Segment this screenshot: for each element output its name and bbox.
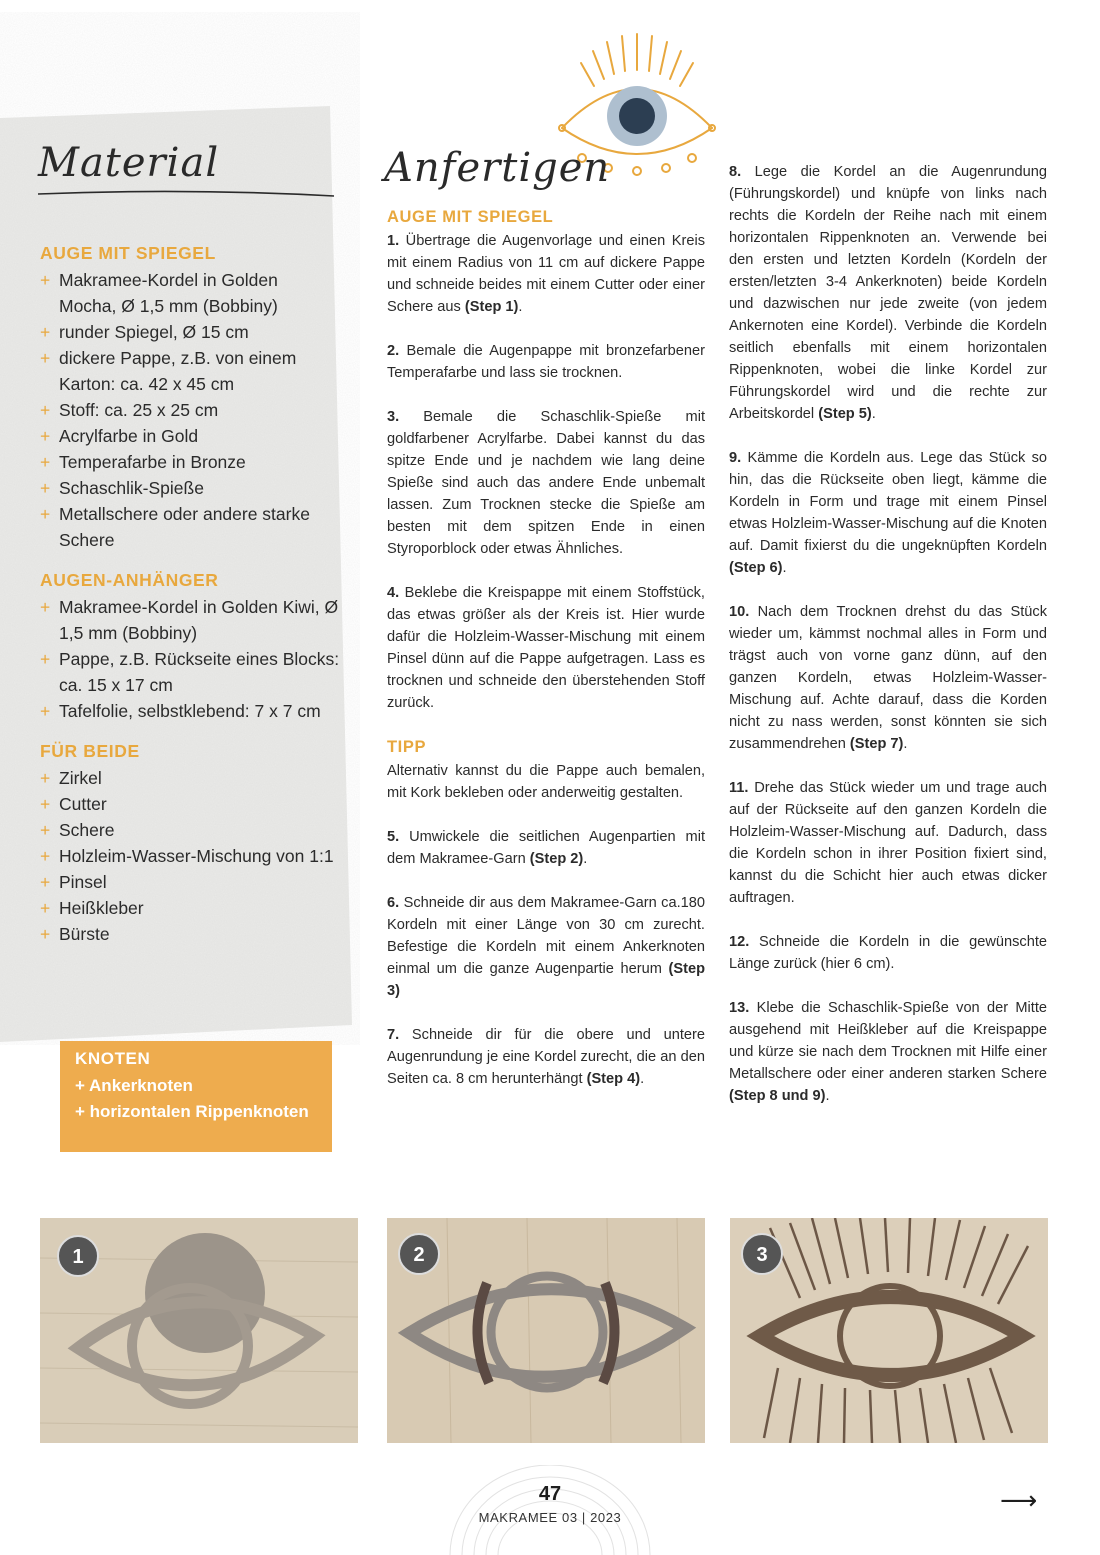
- step-paragraph: [387, 582, 705, 714]
- step-text: Bemale die Augenpappe mit bronzefarbener Temperafarbe und lass sie trocknen.: [387, 343, 705, 381]
- step-end: .: [640, 1071, 645, 1087]
- tipp-text: Alternativ kannst du die Pappe auch bemalen, mit Kork bekleben oder anderweitig gestalten.: [387, 763, 705, 801]
- anhaenger-list: [40, 594, 340, 724]
- step-number: 1.: [387, 233, 400, 249]
- step-number: 8.: [729, 164, 742, 180]
- list-item: + Stoff: ca. 25 x 25 cm: [40, 397, 340, 423]
- step-paragraph: [387, 892, 705, 1002]
- step-text: Schneide dir für die obere und untere Augenrundung je eine Kordel zurecht, die an den Seiten ca. 8 cm herunterhängt: [387, 1027, 705, 1087]
- instructions-column-right: [729, 161, 1047, 1129]
- step-number: 7.: [387, 1027, 400, 1043]
- step-text: Drehe das Stück wieder um und trage auch auf der Rückseite auf den ganzen Kordeln die Holzleim-Wasser-Mischung auf. Dadurch, dass die Kordeln schon in ihrer Position fixiert sind, kannst du die Schicht hier auch etwas dicker auftragen.: [729, 780, 1047, 906]
- step-text: Beklebe die Kreispappe mit einem Stoffstück, das etwas größer als der Kreis ist. Hier wurde dafür die Holzleim-Wasser-Mischung mit einem Pinsel dünn auf die Pappe aufgetragen. Lass es trocknen und schneide den überstehenden Stoff zurück.: [387, 585, 705, 711]
- step-ref: (Step 4): [586, 1071, 641, 1087]
- step-end: .: [583, 851, 588, 867]
- step-paragraph: [387, 230, 705, 318]
- step-number: 6.: [387, 895, 400, 911]
- next-page-arrow-icon[interactable]: ⟶: [1000, 1486, 1038, 1516]
- instructions-column-middle: [387, 206, 705, 1112]
- list-item: + Heißkleber: [40, 895, 340, 921]
- step-photo-3: [730, 1218, 1048, 1443]
- step-ref: (Step 2): [529, 851, 584, 867]
- material-column: [40, 240, 340, 961]
- auge-head: AUGE MIT SPIEGEL: [40, 243, 216, 263]
- step-text: Lege die Kordel an die Augenrundung (Führungskordel) und knüpfe von links nach rechts die Kordeln der Reihe nach mit einem horizontalen Rippenknoten an. Verwende bei den ersten und letzten Kordeln (Kordeln der ersten/letzten 3-4 Ankerknoten) beide Kordeln und dazwischen nur jede zweite (von jedem Ankernoten eine Kordel). Verbinde die Kordeln seitlich ebenfalls mit einem horizontalen Rippenknoten, wobei die linke Kordel zur Führungskordel wird und die rechte zur Arbeitskordel: [729, 164, 1047, 422]
- step-ref: (Step 7): [849, 736, 904, 752]
- beide-list: [40, 765, 340, 947]
- step-paragraph: [729, 161, 1047, 425]
- step-end: .: [825, 1088, 830, 1104]
- list-item: + Bürste: [40, 921, 340, 947]
- list-item: + Temperafarbe in Bronze: [40, 449, 340, 475]
- list-item: + dickere Pappe, z.B. von einem Karton: ca. 42 x 45 cm: [40, 345, 340, 397]
- list-item: + runder Spiegel, Ø 15 cm: [40, 319, 340, 345]
- step-paragraph: [387, 406, 705, 560]
- step-end: .: [518, 299, 523, 315]
- step-ref: (Step 3): [387, 961, 705, 999]
- step-end: .: [782, 560, 787, 576]
- step-paragraph: [387, 826, 705, 870]
- list-item: + Schaschlik-Spieße: [40, 475, 340, 501]
- step-paragraph: [729, 447, 1047, 579]
- step-paragraph: [387, 1024, 705, 1090]
- step-number: 2.: [387, 343, 400, 359]
- magazine-issue: MAKRAMEE 03 | 2023: [478, 1510, 622, 1525]
- photo-number: 2: [413, 1244, 425, 1266]
- auge-list: [40, 267, 340, 553]
- list-item: + Makramee-Kordel in Golden Mocha, Ø 1,5 mm (Bobbiny): [40, 267, 340, 319]
- page-number: 47: [538, 1483, 562, 1505]
- step-ref: (Step 5): [818, 406, 872, 422]
- list-item: + Holzleim-Wasser-Mischung von 1:1: [40, 843, 340, 869]
- step-photo-1: [40, 1218, 358, 1443]
- step-text: Schneide die Kordeln in die gewünschte Länge zurück (hier 6 cm).: [729, 934, 1047, 972]
- list-item: + Ankerknoten: [75, 1073, 309, 1099]
- material-title: Material: [38, 140, 220, 186]
- knoten-list: [75, 1073, 309, 1125]
- step-number: 13.: [729, 1000, 750, 1016]
- step-ref: (Step 6): [729, 560, 783, 576]
- anhaenger-head: AUGEN-ANHÄNGER: [40, 570, 219, 590]
- step-ref: (Step 1): [464, 299, 519, 315]
- step-text: Umwickele die seitlichen Augenpartien mit dem Makramee-Garn: [387, 829, 705, 867]
- list-item: + Acrylfarbe in Gold: [40, 423, 340, 449]
- step-paragraph: [387, 340, 705, 384]
- step-number: 3.: [387, 409, 400, 425]
- photo-number: 1: [72, 1246, 84, 1268]
- knoten-head: KNOTEN: [75, 1049, 151, 1068]
- material-title-underline: [36, 184, 336, 204]
- step-number: 12.: [729, 934, 750, 950]
- anfertigen-subhead: AUGE MIT SPIEGEL: [387, 208, 554, 226]
- step-number: 10.: [729, 604, 750, 620]
- step-paragraph: [729, 931, 1047, 975]
- list-item: + Schere: [40, 817, 340, 843]
- list-item: + Zirkel: [40, 765, 340, 791]
- list-item: + Pappe, z.B. Rückseite eines Blocks: ca. 15 x 17 cm: [40, 646, 340, 698]
- list-item: + Makramee-Kordel in Golden Kiwi, Ø 1,5 mm (Bobbiny): [40, 594, 340, 646]
- step-number: 11.: [729, 780, 749, 796]
- knoten-box: [60, 1041, 332, 1152]
- list-item: + Tafelfolie, selbstklebend: 7 x 7 cm: [40, 698, 340, 724]
- beide-head: FÜR BEIDE: [40, 741, 140, 761]
- step-text: Klebe die Schaschlik-Spieße von der Mitte ausgehend mit Heißkleber auf die Kreispappe und kürze sie nach dem Trocknen mit Hilfe einer Metallschere oder einer anderen starken Schere: [729, 1000, 1047, 1082]
- photo-number: 3: [756, 1244, 768, 1266]
- step-text: Übertrage die Augenvorlage und einen Kreis mit einem Radius von 11 cm auf dickere Pappe und schneide beides mit einem Cutter oder einer Schere aus: [387, 233, 705, 315]
- list-item: + Metallschere oder andere starke Schere: [40, 501, 340, 553]
- tipp-head: TIPP: [387, 738, 427, 756]
- step-text: Nach dem Trocknen drehst du das Stück wieder um, kämmst nochmal alles in Form und trägst auch von vorne ganz dünn, auf den ganzen Kordeln, etwas Holzleim-Wasser-Mischung auf. Achte darauf, dass die Korden nicht zu nass werden, sonst könnten sie sich zusammendrehen: [729, 604, 1047, 752]
- step-paragraph: [729, 777, 1047, 909]
- step-end: .: [903, 736, 908, 752]
- step-text: Bemale die Schaschlik-Spieße mit goldfarbener Acrylfarbe. Dabei kannst du das spitze Ende und je nachdem wie lang deine Spieße sind auch das andere Ende unbemalt lassen. Zum Trocknen stecke die Spieße am besten mit dem spitzen Ende in einen Styroporblock oder etwas Ähnliches.: [387, 409, 705, 557]
- step-end: .: [871, 406, 876, 422]
- step-text: Kämme die Kordeln aus. Lege das Stück so hin, das die Rückseite oben liegt, kämme die Kordeln in Form und trage mit einem Pinsel etwas Holzleim-Wasser-Mischung auf die Knoten auf. Damit fixierst du die ungeknüpften Kordeln: [729, 450, 1047, 554]
- anfertigen-title: Anfertigen: [384, 145, 611, 191]
- list-item: + Pinsel: [40, 869, 340, 895]
- step-text: Schneide dir aus dem Makramee-Garn ca.180 Kordeln mit einer Länge von 30 cm zurecht. Befestige die Kordeln mit einem Ankerknoten einmal um die ganze Augenpartie herum: [387, 895, 705, 977]
- step-number: 9.: [729, 450, 742, 466]
- step-number: 4.: [387, 585, 400, 601]
- step-photo-2: [387, 1218, 705, 1443]
- list-item: + Cutter: [40, 791, 340, 817]
- step-number: 5.: [387, 829, 400, 845]
- step-paragraph: [729, 601, 1047, 755]
- list-item: + horizontalen Rippenknoten: [75, 1099, 309, 1125]
- step-paragraph: [729, 997, 1047, 1107]
- step-ref: (Step 8 und 9): [729, 1088, 826, 1104]
